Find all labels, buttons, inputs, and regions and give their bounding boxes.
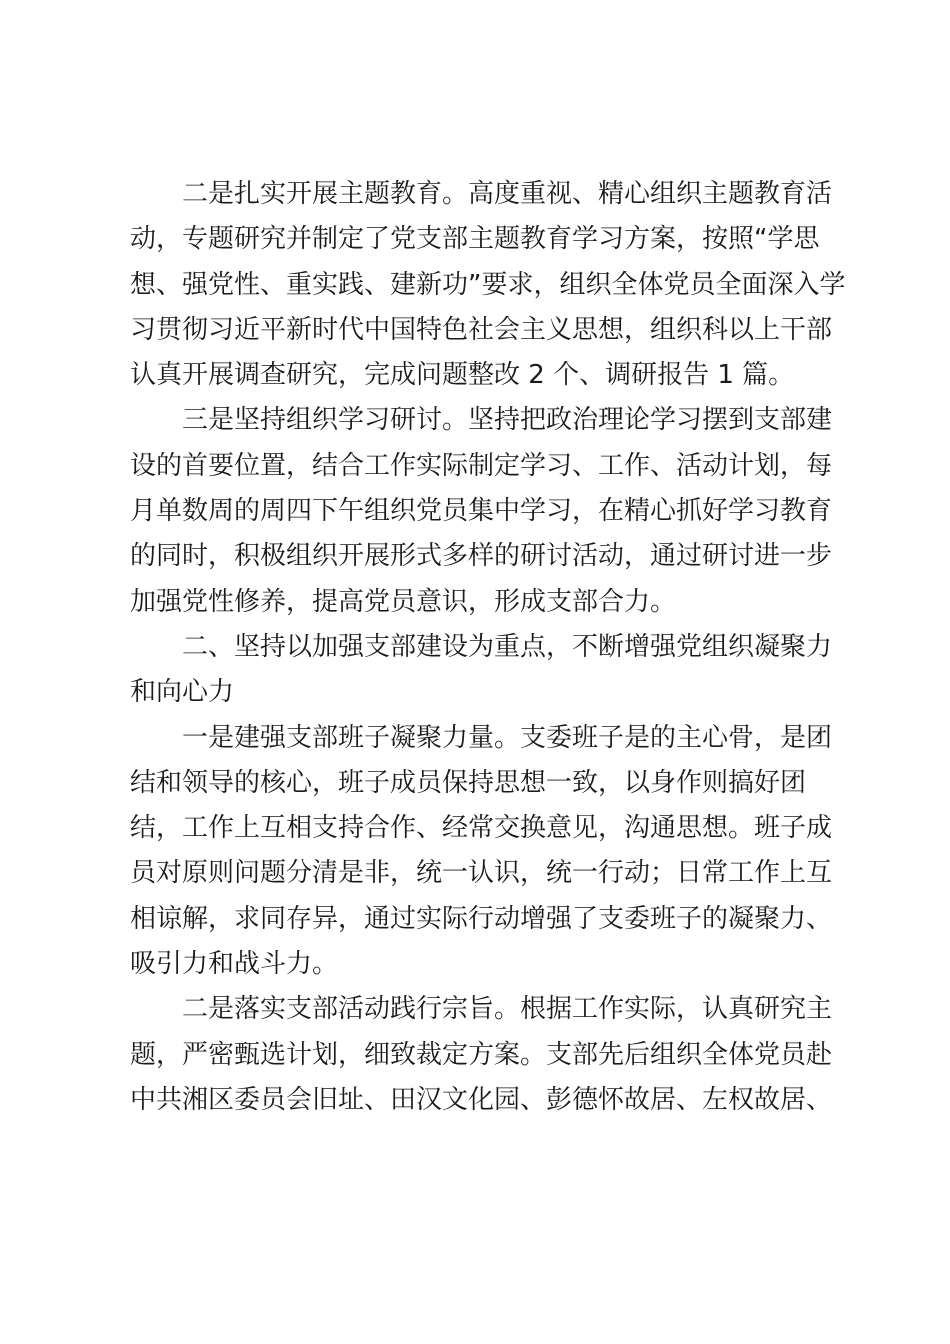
text-line: 结，工作上互相支持合作、经常交换意见，沟通思想。班子成 bbox=[130, 813, 833, 844]
text-line: 二是落实支部活动践行宗旨。根据工作实际，认真研究主 bbox=[182, 994, 833, 1025]
heading-line: 和向心力 bbox=[130, 677, 235, 708]
document-body bbox=[130, 172, 846, 1123]
text-line: 认真开展调查研究，完成问题整改 2 个、调研报告 1 篇。 bbox=[130, 360, 795, 391]
text-line: 结和领导的核心，班子成员保持思想一致，以身作则搞好团 bbox=[130, 767, 807, 798]
text-line: 三是坚持组织学习研讨。坚持把政治理论学习摆到支部建 bbox=[182, 405, 833, 436]
text-line: 设的首要位置，结合工作实际制定学习、工作、活动计划，每 bbox=[130, 450, 833, 481]
text-line: 月单数周的周四下午组织党员集中学习，在精心抓好学习教育 bbox=[130, 496, 833, 527]
text-line: 的同时，积极组织开展形式多样的研讨活动，通过研讨进一步 bbox=[130, 541, 833, 572]
text-line: 习贯彻习近平新时代中国特色社会主义思想，组织科以上干部 bbox=[130, 314, 833, 345]
heading-line: 二、坚持以加强支部建设为重点，不断增强党组织凝聚力 bbox=[182, 631, 833, 662]
text-line: 动，专题研究并制定了党支部主题教育学习方案，按照“学思 bbox=[130, 224, 820, 255]
paragraph-branch-activities bbox=[130, 987, 834, 1123]
text-line: 加强党性修养，提高党员意识，形成支部合力。 bbox=[130, 586, 677, 617]
text-line: 想、强党性、重实践、建新功”要求，组织全体党员全面深入学 bbox=[130, 269, 846, 300]
paragraph-team-cohesion bbox=[130, 716, 834, 988]
text-line: 题，严密甄选计划，细致裁定方案。支部先后组织全体党员赴 bbox=[130, 1039, 833, 1070]
text-line: 中共湘区委员会旧址、田汉文化园、彭德怀故居、左权故居、 bbox=[130, 1084, 833, 1115]
text-line: 相谅解，求同存异，通过实际行动增强了支委班子的凝聚力、 bbox=[130, 903, 833, 934]
text-line: 吸引力和战斗力。 bbox=[130, 949, 339, 980]
paragraph-study-seminar bbox=[130, 398, 834, 624]
paragraph-theme-education bbox=[130, 172, 846, 398]
text-line: 二是扎实开展主题教育。高度重视、精心组织主题教育活 bbox=[182, 179, 833, 209]
text-line: 员对原则问题分清是非，统一认识，统一行动；日常工作上互 bbox=[130, 858, 833, 889]
section-heading-branch-building bbox=[130, 625, 834, 716]
text-line: 一是建强支部班子凝聚力量。支委班子是的主心骨，是团 bbox=[182, 722, 833, 753]
